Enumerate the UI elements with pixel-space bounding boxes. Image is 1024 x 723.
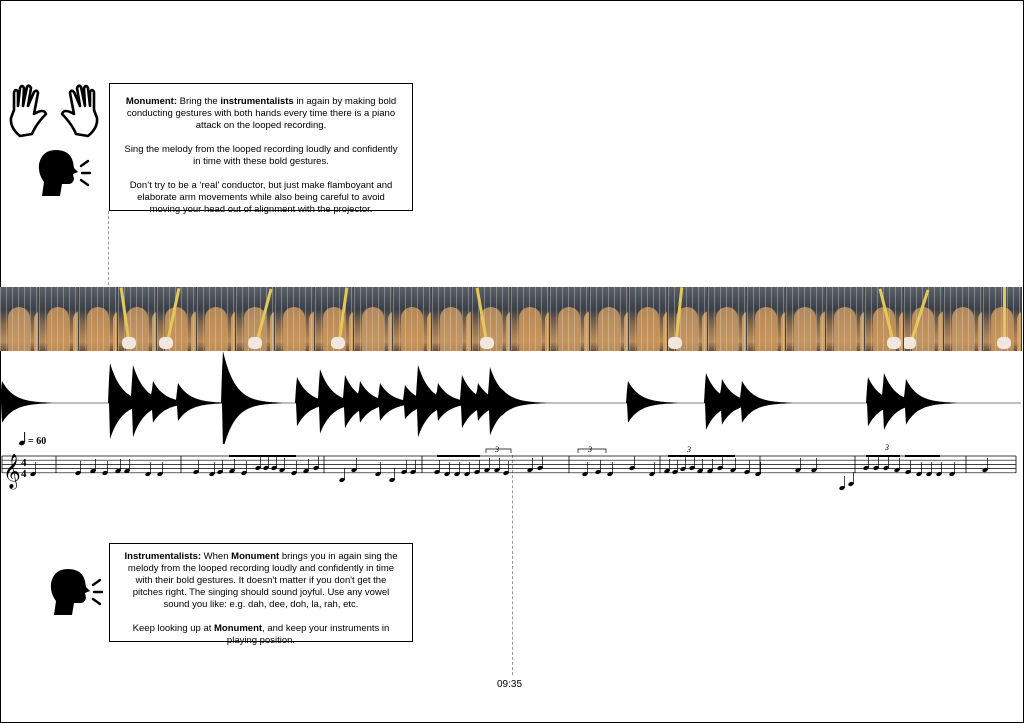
video-frame (786, 287, 825, 351)
instrumentalists-instruction-paragraph (122, 551, 400, 611)
video-frame (865, 287, 904, 351)
notes (30, 456, 989, 491)
video-frame (118, 287, 157, 351)
music-score (0, 428, 1022, 496)
conducting-note-paragraph: Don’t try to be a ‘real’ conductor, but just make flamboyant and elaborate arm movements while also being careful to avoid moving your head out of alignment with the projector. (129, 180, 393, 215)
video-frame (275, 287, 314, 351)
video-frame (826, 287, 865, 351)
frame-detail (354, 287, 392, 351)
timestamp: 09:35 (497, 679, 523, 690)
time-signature-top: 4 (21, 457, 27, 469)
treble-clef-icon: 𝄞 (3, 454, 21, 489)
video-frame (432, 287, 471, 351)
tempo-marking: = 60 (28, 436, 47, 447)
monument-instructions-box (109, 83, 413, 215)
tuplet-number: 3 (885, 443, 889, 452)
frame-detail (944, 287, 982, 351)
hand (997, 337, 1011, 349)
video-frame (944, 287, 983, 351)
video-frame (590, 287, 629, 351)
role-label: Monument: (125, 96, 177, 107)
frame-detail (826, 287, 864, 351)
video-filmstrip (0, 287, 1022, 351)
video-frame (354, 287, 393, 351)
hand (668, 337, 682, 349)
text-run: in again by making bold conducting gestures with both hands every time there is a piano attack on the looped recording. (126, 96, 397, 131)
role-emphasis: Monument (214, 623, 263, 634)
role-emphasis: instrumentalists (220, 96, 294, 107)
staff-lines (2, 456, 1016, 473)
text-run: , and keep your instruments in playing position. (226, 623, 390, 646)
hand (331, 337, 345, 349)
video-frame (39, 287, 78, 351)
frame-detail (786, 287, 824, 351)
singing-instruction-paragraph: Sing the melody from the looped recording loudly and confidently in time with these bold gestures. (124, 144, 398, 167)
video-frame (393, 287, 432, 351)
video-frame (747, 287, 786, 351)
frame-detail (629, 287, 667, 351)
role-label: Instrumentalists: (124, 551, 202, 562)
video-frame (668, 287, 707, 351)
speaking-head-icon (36, 148, 92, 198)
video-frame (708, 287, 747, 351)
video-frame (511, 287, 550, 351)
monument-instruction-paragraph (124, 96, 398, 132)
frame-detail (197, 287, 235, 351)
text-run: Bring the (177, 96, 221, 107)
text-run: brings you in again sing the melody from the looped recording loudly and confidently in time with their bold gestures. It doesn't matter if you don't get the pitches right. The singing should sound joyful. Use any vowel sound you like: e.g. dah, dee, doh, la, rah, etc. (127, 551, 398, 610)
frame-detail (275, 287, 313, 351)
video-frame (157, 287, 196, 351)
video-frame (0, 287, 39, 351)
raised-hands-icon (4, 84, 104, 140)
frame-detail (550, 287, 588, 351)
text-run: When (201, 551, 232, 562)
video-frame (550, 287, 589, 351)
video-frame (472, 287, 511, 351)
frame-detail (511, 287, 549, 351)
hand (904, 337, 916, 349)
frame-detail (79, 287, 117, 351)
frame-detail (708, 287, 746, 351)
time-signature-bottom: 4 (21, 468, 27, 480)
text-run: Keep looking up at (132, 623, 215, 634)
video-frame (629, 287, 668, 351)
hand (122, 337, 136, 349)
frame-detail (590, 287, 628, 351)
video-frame (315, 287, 354, 351)
video-frame (904, 287, 943, 351)
hand (480, 337, 494, 349)
frame-detail (393, 287, 431, 351)
hand (248, 337, 262, 349)
role-emphasis: Monument (231, 551, 280, 562)
hand (159, 337, 173, 349)
frame-detail (432, 287, 470, 351)
tuplet-number: 3 (495, 445, 499, 454)
tuplet-number: 3 (687, 445, 691, 454)
instrumentalists-instructions-box (109, 543, 413, 646)
frame-detail (0, 287, 38, 351)
frame-detail (39, 287, 77, 351)
video-frame (197, 287, 236, 351)
video-frame (236, 287, 275, 351)
speaking-head-icon (48, 567, 104, 617)
video-frame (79, 287, 118, 351)
tuplet-number: 3 (588, 445, 592, 454)
look-up-paragraph (122, 623, 400, 647)
frame-detail (747, 287, 785, 351)
video-frame (983, 287, 1022, 351)
hand (887, 337, 901, 349)
